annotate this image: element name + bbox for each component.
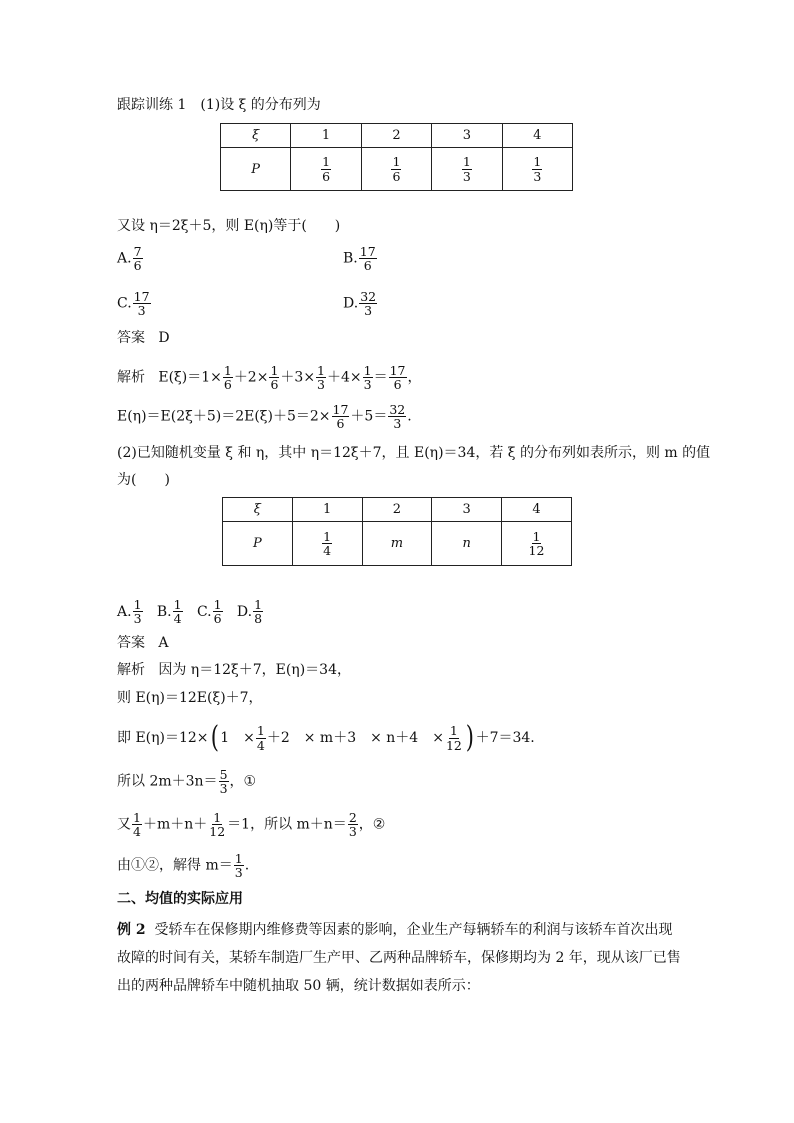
math-text: ＋2 × m＋3 × n＋4 × bbox=[266, 730, 444, 746]
frac-num: 7 bbox=[133, 244, 142, 259]
analysis-2-line5 bbox=[117, 811, 385, 838]
example-2-line2: 故障的时间有关，某轿车制造厂生产甲、乙两种品牌轿车，保修期均为 2 年，现从该厂已售 bbox=[117, 950, 681, 966]
frac-den: 6 bbox=[133, 258, 142, 274]
frac-den: 6 bbox=[392, 168, 401, 184]
analysis-2-line3 bbox=[117, 720, 535, 755]
frac-den: 6 bbox=[363, 258, 372, 274]
frac-num: 17 bbox=[359, 244, 376, 259]
frac-num: 1 bbox=[317, 363, 325, 378]
math-text: ＋4× bbox=[327, 369, 362, 386]
math-text: . bbox=[407, 408, 412, 425]
example-2-line1 bbox=[117, 920, 673, 940]
option-label: C. bbox=[196, 603, 212, 620]
question-2-line1: (2)已知随机变量 ξ 和 η，其中 η＝12ξ＋7，且 E(η)＝34，若 ξ 的分布列如表所示，则 m 的值 bbox=[117, 445, 711, 461]
frac-den: 3 bbox=[363, 377, 372, 393]
frac-num: 1 bbox=[532, 528, 541, 544]
frac-num: 1 bbox=[533, 154, 542, 170]
frac-den: 4 bbox=[323, 543, 332, 558]
analysis-1-line1 bbox=[117, 364, 422, 391]
frac-den: 3 bbox=[462, 168, 471, 184]
option-a bbox=[117, 597, 144, 627]
frac-den: 4 bbox=[133, 824, 141, 840]
option-c bbox=[196, 597, 224, 627]
math-text: ，① bbox=[229, 773, 257, 790]
math-text: ＋7＝34. bbox=[475, 730, 535, 746]
option-d bbox=[343, 290, 378, 317]
frac-den: 3 bbox=[348, 824, 357, 840]
frac-den: 6 bbox=[393, 377, 402, 393]
frac-den: 3 bbox=[133, 611, 142, 627]
math-text: ＝ bbox=[373, 369, 388, 386]
prob-cell bbox=[502, 522, 572, 566]
example-2-line3: 出的两种品牌轿车中随机抽取 50 辆，统计数据如表所示： bbox=[117, 978, 480, 994]
section-heading: 二、均值的实际应用 bbox=[117, 891, 243, 907]
math-text: ＝1，所以 m＋n＝ bbox=[227, 816, 347, 833]
example-label: 例 2 bbox=[117, 922, 146, 938]
frac-den: 4 bbox=[173, 611, 182, 627]
frac-num: 1 bbox=[449, 723, 458, 739]
frac-num: 1 bbox=[213, 597, 222, 612]
answer-value: D bbox=[158, 330, 170, 346]
answer-1 bbox=[117, 328, 170, 348]
frac-den: 8 bbox=[254, 611, 263, 627]
analysis-2-line2: 则 E(η)＝12E(ξ)＋7， bbox=[117, 690, 263, 706]
option-label: D. bbox=[343, 295, 359, 312]
frac-num: 5 bbox=[219, 767, 228, 782]
frac-num: 32 bbox=[360, 289, 377, 304]
frac-num: 1 bbox=[213, 810, 222, 825]
table-header-cell: 3 bbox=[432, 124, 502, 148]
distribution-table-1 bbox=[220, 123, 573, 191]
answer-label: 答案 bbox=[117, 635, 145, 651]
table-row-label: P bbox=[221, 148, 291, 191]
math-text: ，② bbox=[358, 816, 386, 833]
option-c bbox=[117, 290, 152, 317]
math-text: ＋m＋n＋ bbox=[142, 816, 208, 833]
analysis-1-line2 bbox=[117, 403, 412, 430]
math-text: E(ξ)＝1× bbox=[158, 369, 222, 386]
option-label: C. bbox=[117, 295, 132, 312]
frac-num: 1 bbox=[234, 851, 243, 866]
frac-den: 3 bbox=[364, 303, 373, 319]
table-header-cell: 4 bbox=[502, 498, 572, 522]
math-text: 又 bbox=[117, 816, 131, 833]
frac-den: 3 bbox=[234, 865, 243, 881]
exercise-title: 跟踪训练 1 (1)设 ξ 的分布列为 bbox=[117, 97, 321, 113]
prob-cell bbox=[502, 148, 572, 191]
analysis-label: 解析 bbox=[117, 369, 145, 386]
option-b bbox=[156, 597, 184, 627]
frac-num: 1 bbox=[256, 723, 265, 739]
option-label: B. bbox=[343, 250, 358, 267]
math-text: 即 E(η)＝12× bbox=[117, 730, 209, 746]
left-paren: ( bbox=[210, 720, 219, 755]
prob-cell: m bbox=[362, 522, 432, 566]
paragraph-text: 受轿车在保修期内维修费等因素的影响，企业生产每辆轿车的利润与该轿车首次出现 bbox=[154, 922, 673, 938]
math-text: . bbox=[244, 857, 250, 874]
frac-num: 32 bbox=[389, 402, 406, 417]
table-header-cell: 3 bbox=[432, 498, 502, 522]
frac-den: 12 bbox=[528, 543, 545, 558]
frac-num: 17 bbox=[389, 363, 406, 378]
frac-den: 6 bbox=[213, 611, 222, 627]
distribution-table-2 bbox=[222, 497, 572, 566]
frac-num: 1 bbox=[254, 597, 263, 612]
frac-num: 1 bbox=[363, 363, 372, 378]
frac-num: 1 bbox=[392, 154, 401, 170]
frac-den: 6 bbox=[223, 377, 232, 393]
frac-den: 6 bbox=[322, 168, 331, 184]
math-text: ＋5＝ bbox=[350, 408, 388, 425]
option-label: A. bbox=[117, 603, 132, 620]
table-header-cell: 1 bbox=[291, 124, 361, 148]
option-label: A. bbox=[117, 250, 132, 267]
frac-num: 1 bbox=[323, 528, 332, 544]
option-label: D. bbox=[236, 603, 253, 620]
frac-den: 3 bbox=[219, 781, 228, 797]
frac-den: 3 bbox=[137, 303, 146, 319]
table-header-cell: 2 bbox=[362, 498, 432, 522]
analysis-2-line4 bbox=[117, 768, 256, 795]
prob-cell: n bbox=[432, 522, 502, 566]
table-header-cell: 1 bbox=[292, 498, 362, 522]
math-text: ＋3× bbox=[280, 369, 316, 386]
analysis-label: 解析 bbox=[117, 662, 145, 678]
question-1: 又设 η＝2ξ＋5，则 E(η)等于( ) bbox=[117, 218, 341, 234]
right-paren: ) bbox=[465, 720, 474, 755]
answer-label: 答案 bbox=[117, 330, 145, 346]
answer-2 bbox=[117, 633, 168, 653]
table-row-label: P bbox=[223, 522, 293, 566]
frac-den: 4 bbox=[256, 737, 265, 753]
table-header-cell: ξ bbox=[223, 498, 293, 522]
table-header-cell: ξ bbox=[221, 124, 291, 148]
frac-num: 1 bbox=[133, 810, 141, 825]
math-text: 所以 2m＋3n＝ bbox=[117, 773, 218, 790]
question-2-line2: 为( ) bbox=[117, 472, 170, 488]
frac-num: 1 bbox=[322, 154, 331, 170]
frac-num: 17 bbox=[332, 402, 349, 417]
frac-num: 17 bbox=[133, 289, 150, 304]
frac-den: 12 bbox=[209, 824, 226, 840]
math-text: 由①②，解得 m＝ bbox=[117, 857, 233, 874]
option-a bbox=[117, 245, 144, 272]
frac-den: 3 bbox=[317, 377, 325, 393]
answer-value: A bbox=[158, 635, 169, 651]
table-header-cell: 4 bbox=[502, 124, 572, 148]
frac-num: 2 bbox=[348, 810, 357, 825]
frac-den: 12 bbox=[445, 737, 462, 753]
frac-num: 1 bbox=[223, 363, 232, 378]
prob-cell bbox=[361, 148, 431, 191]
frac-num: 1 bbox=[462, 154, 471, 170]
frac-den: 3 bbox=[393, 416, 402, 432]
prob-cell bbox=[291, 148, 361, 191]
table-header-cell: 2 bbox=[361, 124, 431, 148]
frac-den: 3 bbox=[533, 168, 542, 184]
math-text: ＋2× bbox=[233, 369, 269, 386]
option-label: B. bbox=[156, 603, 172, 620]
option-d bbox=[236, 597, 264, 627]
math-text: ， bbox=[407, 369, 422, 386]
math-text: E(η)＝E(2ξ＋5)＝2E(ξ)＋5＝2× bbox=[117, 408, 331, 425]
prob-cell bbox=[432, 148, 502, 191]
frac-den: 6 bbox=[336, 416, 345, 432]
frac-den: 6 bbox=[270, 377, 279, 393]
frac-num: 1 bbox=[173, 597, 182, 612]
math-text: 1 × bbox=[220, 730, 255, 746]
frac-num: 1 bbox=[133, 597, 142, 612]
frac-num: 1 bbox=[270, 363, 279, 378]
analysis-2-line6 bbox=[117, 852, 249, 879]
option-b bbox=[343, 245, 378, 272]
analysis-2-line1 bbox=[117, 660, 351, 680]
prob-cell bbox=[292, 522, 362, 566]
math-text: 因为 η＝12ξ＋7，E(η)＝34， bbox=[158, 662, 351, 678]
options-2 bbox=[117, 598, 264, 625]
